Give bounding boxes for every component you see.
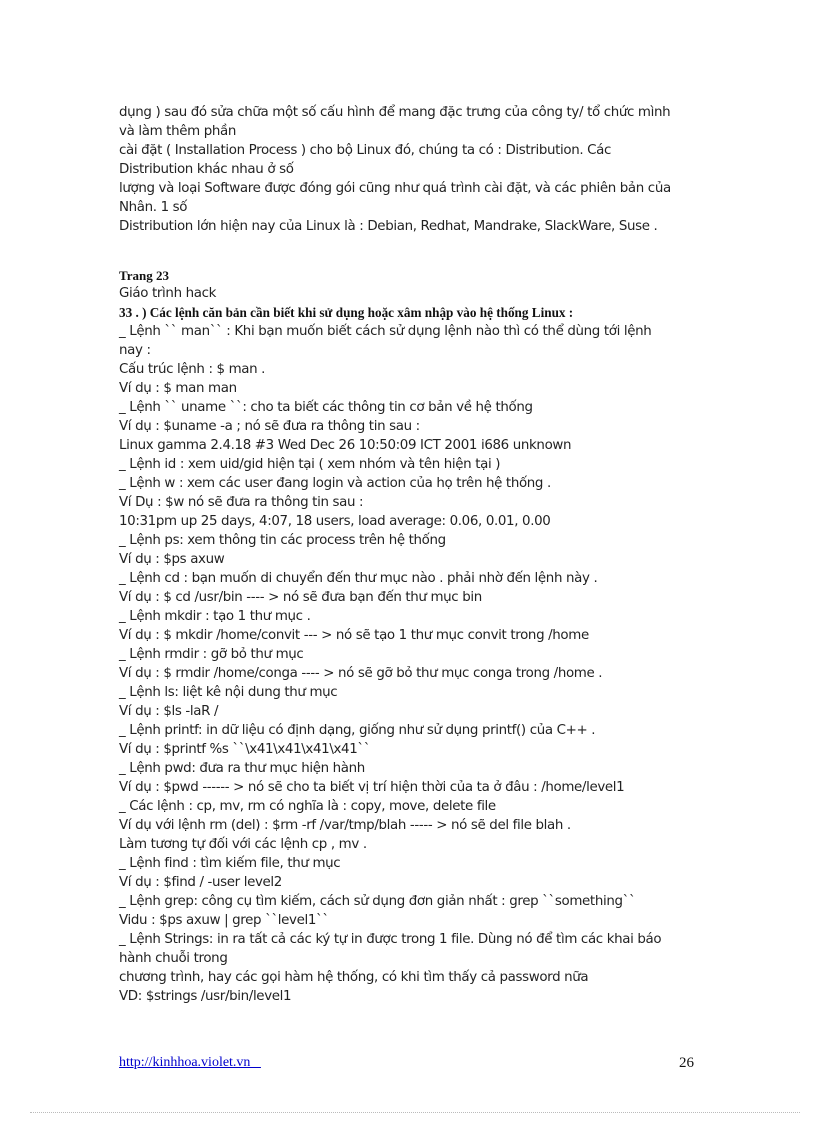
text-line: Ví dụ : $pwd ------ > nó sẽ cho ta biết vị trí hiện thời của ta ở đâu : /home/level1 [119,780,625,795]
section-title: 33 . ) Các lệnh căn bản cần biết khi sử dụng hoặc xâm nhập vào hệ thống Linux : [119,305,574,320]
text-line: Ví dụ : $ps axuw [119,552,225,567]
doc-title: Giáo trình hack [119,286,217,301]
text-line: Ví dụ : $ mkdir /home/convit --- > nó sẽ tạo 1 thư mục convit trong /home [119,628,589,643]
text-line: Ví Dụ : $w nó sẽ đưa ra thông tin sau : [119,495,364,510]
text-line: Ví dụ : $ man man [119,381,237,396]
text-line: _ Lệnh w : xem các user đang login và action của họ trên hệ thống . [119,476,551,491]
text-line: Ví dụ : $ rmdir /home/conga ---- > nó sẽ gỡ bỏ thư mục conga trong /home . [119,666,603,681]
page-number: 26 [679,1055,694,1071]
text-line: chương trình, hay các gọi hàm hệ thống, có khi tìm thấy cả password nữa [119,970,589,985]
text-line: _ Lệnh id : xem uid/gid hiện tại ( xem nhóm và tên hiện tại ) [119,457,501,472]
text-line: 10:31pm up 25 days, 4:07, 18 users, load average: 0.06, 0.01, 0.00 [119,514,551,529]
text-line: cài đặt ( Installation Process ) cho bộ Linux đó, chúng ta có : Distribution. Các [119,143,612,158]
intro-paragraph [119,103,694,236]
text-line: Nhân. 1 số [119,200,188,215]
text-line: Vidu : $ps axuw | grep ``level1`` [119,913,329,928]
text-line: _ Lệnh pwd: đưa ra thư mục hiện hành [119,761,365,776]
text-line: _ Lệnh `` uname ``: cho ta biết các thông tin cơ bản về hệ thống [119,400,533,415]
text-line: _ Lệnh ps: xem thông tin các process trên hệ thống [119,533,446,548]
text-line: _ Lệnh mkdir : tạo 1 thư mục . [119,609,311,624]
text-line: lượng và loại Software được đóng gói cũng như quá trình cài đặt, và các phiên bản của [119,181,671,196]
text-line: nay : [119,343,151,358]
text-line: _ Lệnh printf: in dữ liệu có định dạng, giống như sử dụng printf() của C++ . [119,723,596,738]
text-line: dụng ) sau đó sửa chữa một số cấu hình để mang đặc trưng của công ty/ tổ chức mình [119,105,671,120]
text-line: Distribution khác nhau ở số [119,162,294,177]
text-line: Ví dụ với lệnh rm (del) : $rm -rf /var/tmp/blah ----- > nó sẽ del file blah . [119,818,571,833]
text-line: _ Lệnh Strings: in ra tất cả các ký tự in được trong 1 file. Dùng nó để tìm các khai báo [119,932,662,947]
text-line: Làm tương tự đối với các lệnh cp , mv . [119,837,367,852]
text-line: Cấu trúc lệnh : $ man . [119,362,266,377]
text-line: Ví dụ : $uname -a ; nó sẽ đưa ra thông tin sau : [119,419,420,434]
text-line: Ví dụ : $ls -laR / [119,704,219,719]
text-line: _ Lệnh grep: công cụ tìm kiếm, cách sử dụng đơn giản nhất : grep ``something`` [119,894,636,909]
text-line: _ Lệnh cd : bạn muốn di chuyển đến thư mục nào . phải nhờ đến lệnh này . [119,571,598,586]
text-line: _ Lệnh `` man`` : Khi bạn muốn biết cách sử dụng lệnh nào thì có thể dùng tới lệnh [119,324,652,339]
text-line: Ví dụ : $find / -user level2 [119,875,282,890]
text-line: Ví dụ : $printf %s ``\x41\x41\x41\x41`` [119,742,371,757]
text-line: _ Lệnh rmdir : gỡ bỏ thư mục [119,647,304,662]
text-line: Linux gamma 2.4.18 #3 Wed Dec 26 10:50:09 ICT 2001 i686 unknown [119,438,572,453]
page-bottom-divider [30,1112,800,1113]
footer-link[interactable]: http://kinhhoa.violet.vn [119,1055,261,1070]
text-line: _ Lệnh find : tìm kiếm file, thư mục [119,856,341,871]
text-line: hành chuỗi trong [119,951,228,966]
text-line: Distribution lớn hiện nay của Linux là : Debian, Redhat, Mandrake, SlackWare, Suse . [119,219,658,234]
text-line: VD: $strings /usr/bin/level1 [119,989,292,1004]
text-line: _ Lệnh ls: liệt kê nội dung thư mục [119,685,338,700]
page-heading: Trang 23 [119,268,169,283]
text-line: và làm thêm phần [119,124,236,139]
main-content [119,284,694,1006]
text-line: Ví dụ : $ cd /usr/bin ---- > nó sẽ đưa bạn đến thư mục bin [119,590,482,605]
text-line: _ Các lệnh : cp, mv, rm có nghĩa là : copy, move, delete file [119,799,496,814]
